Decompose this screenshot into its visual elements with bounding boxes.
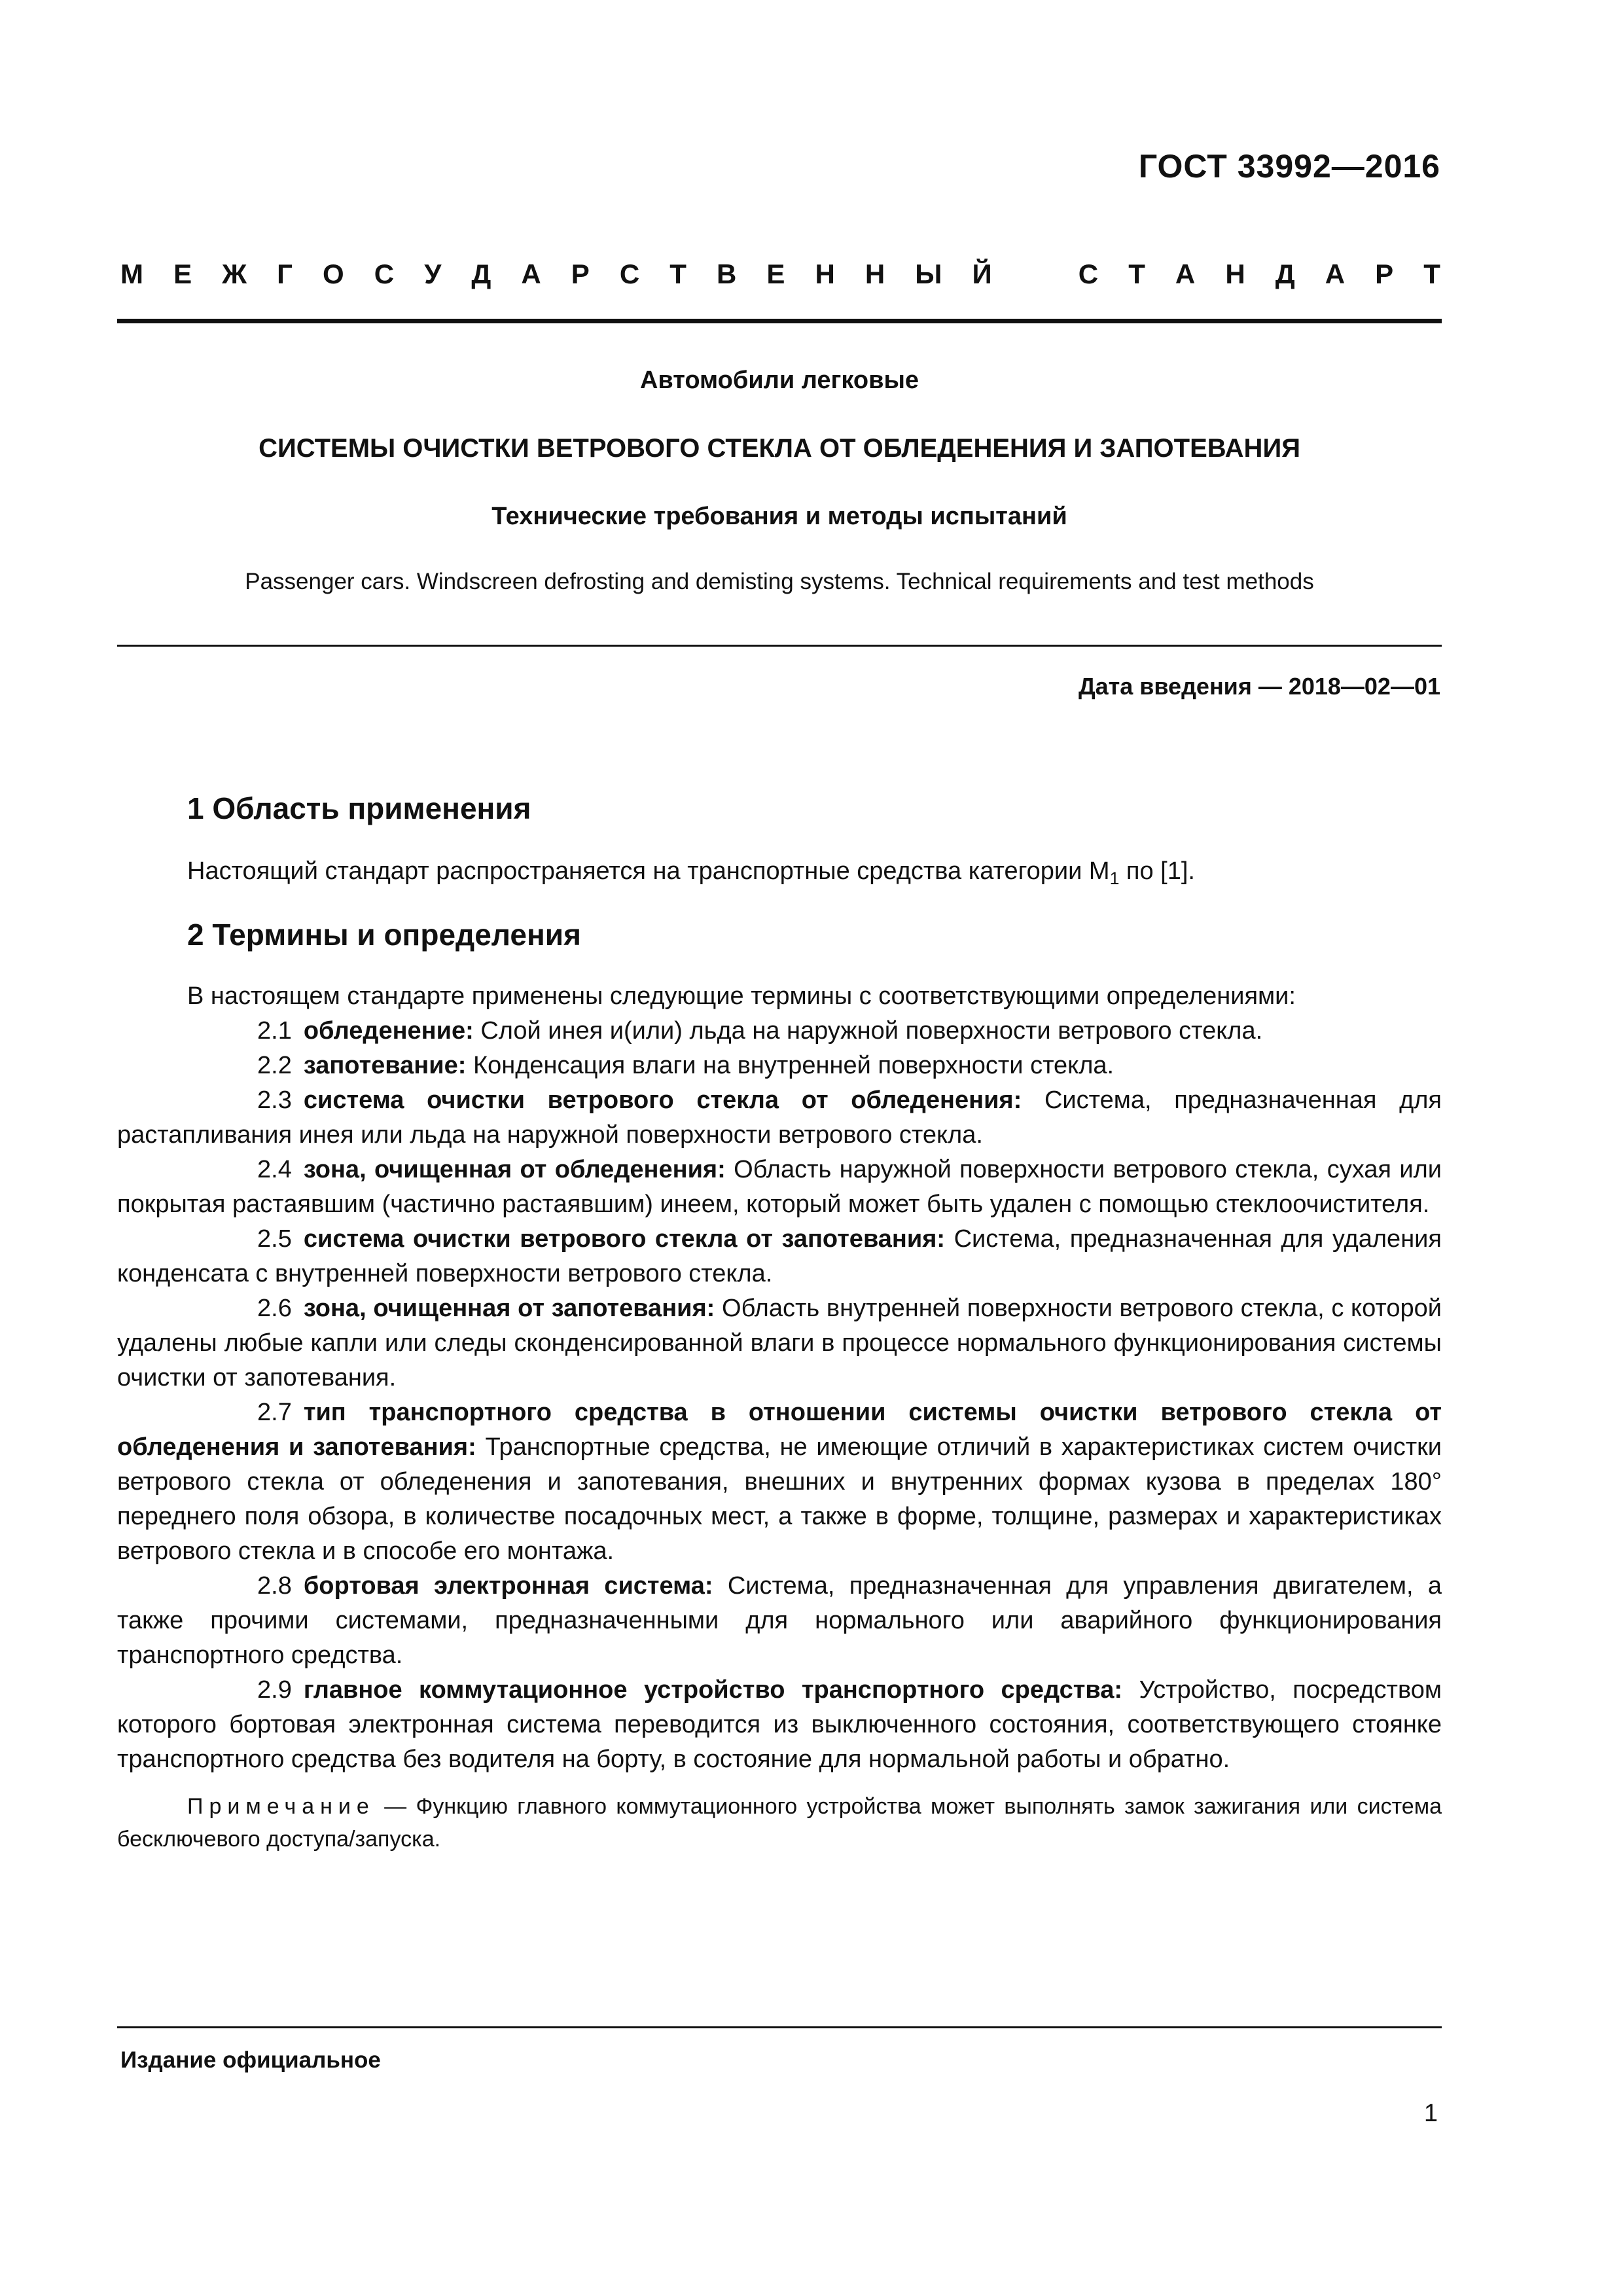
interstate-letter: Р	[571, 259, 590, 289]
introduction-date: Дата введения — 2018—02—01	[1078, 673, 1440, 700]
interstate-standard-heading	[120, 259, 1440, 290]
title-line-1: Автомобили легковые	[639, 367, 919, 394]
document-body	[117, 789, 1442, 1856]
term-name: запотевание:	[303, 1052, 467, 1079]
title-line-2: СИСТЕМЫ ОЧИСТКИ ВЕТРОВОГО СТЕКЛА ОТ ОБЛЕДЕНЕНИЯ И ЗАПОТЕВАНИЯ	[259, 434, 1300, 463]
interstate-letter: Т	[1128, 259, 1145, 289]
note	[117, 1790, 1442, 1856]
interstate-letter: С	[619, 259, 640, 289]
term-item	[117, 1291, 1442, 1395]
section-1-text-tail: по [1].	[1119, 857, 1195, 885]
term-definition: Устройство, посредством которого бортовая электронная система переводится из выключенного состояния, соответствующего стоянке транспортного средства без водителя на борту, в состояние для нормальной работы и обратно.	[117, 1676, 1442, 1773]
interstate-letter: А	[521, 259, 541, 289]
interstate-letter: У	[424, 259, 442, 289]
interstate-letter: Н	[815, 259, 835, 289]
interstate-letter: А	[1175, 259, 1196, 289]
interstate-letter: С	[374, 259, 395, 289]
term-definition: Область внутренней поверхности ветрового стекла, с которой удалены любые капли или следы сконденсированной влаги в процессе нормального функционирования системы очистки от запотевания.	[117, 1295, 1442, 1391]
term-number: 2.7	[257, 1399, 292, 1426]
category-subscript: 1	[1109, 869, 1120, 888]
term-item	[117, 1049, 1442, 1083]
interstate-letter: Ы	[915, 259, 942, 289]
section-1-heading: 1 Область применения	[187, 791, 531, 825]
title-divider	[117, 645, 1442, 647]
term-definition: Транспортные средства, не имеющие отличий в характеристиках систем очистки ветрового стекла от обледенения и запотевания, внешних и внутренних формах кузова в пределах 180° переднего поля обзора, в количестве посадочных мест, а также в форме, толщине, размерах и характеристиках ветрового стекла и в способе его монтажа.	[117, 1433, 1442, 1565]
term-item	[117, 1083, 1442, 1153]
interstate-letter: Р	[1375, 259, 1394, 289]
term-definition: Слой инея и(или) льда на наружной поверхности ветрового стекла.	[473, 1017, 1263, 1045]
section-2-heading: 2 Термины и определения	[187, 918, 581, 952]
term-definition: Область наружной поверхности ветрового стекла, сухая или покрытая растаявшим (частично растаявшим) инеем, который может быть удален с помощью стеклоочистителя.	[117, 1156, 1442, 1218]
interstate-letter: Й	[972, 259, 992, 289]
term-definition: Конденсация влаги на внутренней поверхности стекла.	[466, 1052, 1115, 1079]
interstate-letter: Е	[766, 259, 785, 289]
term-name: обледенение:	[303, 1017, 474, 1045]
term-item	[117, 1569, 1442, 1673]
interstate-letter: С	[1078, 259, 1099, 289]
term-item	[117, 1153, 1442, 1222]
title-block	[117, 367, 1442, 595]
term-number: 2.5	[257, 1225, 292, 1253]
interstate-letter: Ж	[222, 259, 247, 289]
title-line-3: Технические требования и методы испытаний	[491, 503, 1067, 530]
footer-divider	[117, 2026, 1442, 2028]
header-divider	[117, 319, 1442, 323]
term-item	[117, 1222, 1442, 1291]
term-number: 2.6	[257, 1295, 292, 1322]
term-definition: Система, предназначенная для удаления конденсата с внутренней поверхности ветрового стекла.	[117, 1225, 1442, 1287]
section-2-intro: В настоящем стандарте применены следующие термины с соответствующими определениями:	[187, 982, 1296, 1010]
interstate-letter: О	[323, 259, 344, 289]
term-item	[117, 1014, 1442, 1049]
interstate-letter: Т	[669, 259, 687, 289]
term-definition: Система, предназначенная для управления двигателем, а также прочими системами, предназначенными для нормального или аварийного функционирования транспортного средства.	[117, 1572, 1442, 1669]
gost-number: ГОСТ 33992—2016	[1138, 148, 1440, 185]
interstate-letter: Н	[865, 259, 885, 289]
term-name: система очистки ветрового стекла от запотевания:	[303, 1225, 946, 1253]
term-name: система очистки ветрового стекла от обледенения:	[303, 1086, 1022, 1114]
section-1-text-main: Настоящий стандарт распространяется на транспортные средства категории М	[187, 857, 1110, 885]
term-name: тип транспортного средства в отношении системы очистки ветрового стекла от обледенения и запотевания:	[117, 1399, 1442, 1461]
interstate-letter: Д	[471, 259, 491, 289]
term-number: 2.9	[257, 1676, 292, 1704]
interstate-letter: Т	[1423, 259, 1440, 289]
term-name: зона, очищенная от запотевания:	[303, 1295, 715, 1322]
official-edition-label: Издание официальное	[120, 2047, 381, 2073]
section-1-text	[117, 854, 1442, 889]
term-number: 2.4	[257, 1156, 292, 1183]
term-name: главное коммутационное устройство транспортного средства:	[303, 1676, 1123, 1704]
note-text: — Функцию главного коммутационного устройства может выполнять замок зажигания или система бесключевого доступа/запуска.	[117, 1794, 1442, 1852]
term-name: бортовая электронная система:	[303, 1572, 713, 1600]
interstate-letter: Г	[277, 259, 293, 289]
term-item	[117, 1395, 1442, 1569]
term-name: зона, очищенная от обледенения:	[303, 1156, 726, 1183]
term-number: 2.3	[257, 1086, 292, 1114]
interstate-letter: Н	[1225, 259, 1245, 289]
note-label: Примечание	[187, 1794, 375, 1819]
term-definition: Система, предназначенная для растапливания инея или льда на наружной поверхности ветрового стекла.	[117, 1086, 1442, 1149]
interstate-letter: Е	[173, 259, 192, 289]
interstate-letter: А	[1325, 259, 1346, 289]
term-item	[117, 1673, 1442, 1777]
term-number: 2.2	[257, 1052, 292, 1079]
interstate-letter: Д	[1275, 259, 1295, 289]
title-english: Passenger cars. Windscreen defrosting and demisting systems. Technical requirements and test methods	[245, 569, 1314, 594]
interstate-letter: М	[120, 259, 143, 289]
term-number: 2.1	[257, 1017, 292, 1045]
term-number: 2.8	[257, 1572, 292, 1600]
page-number: 1	[1423, 2100, 1438, 2127]
interstate-letter: В	[716, 259, 737, 289]
